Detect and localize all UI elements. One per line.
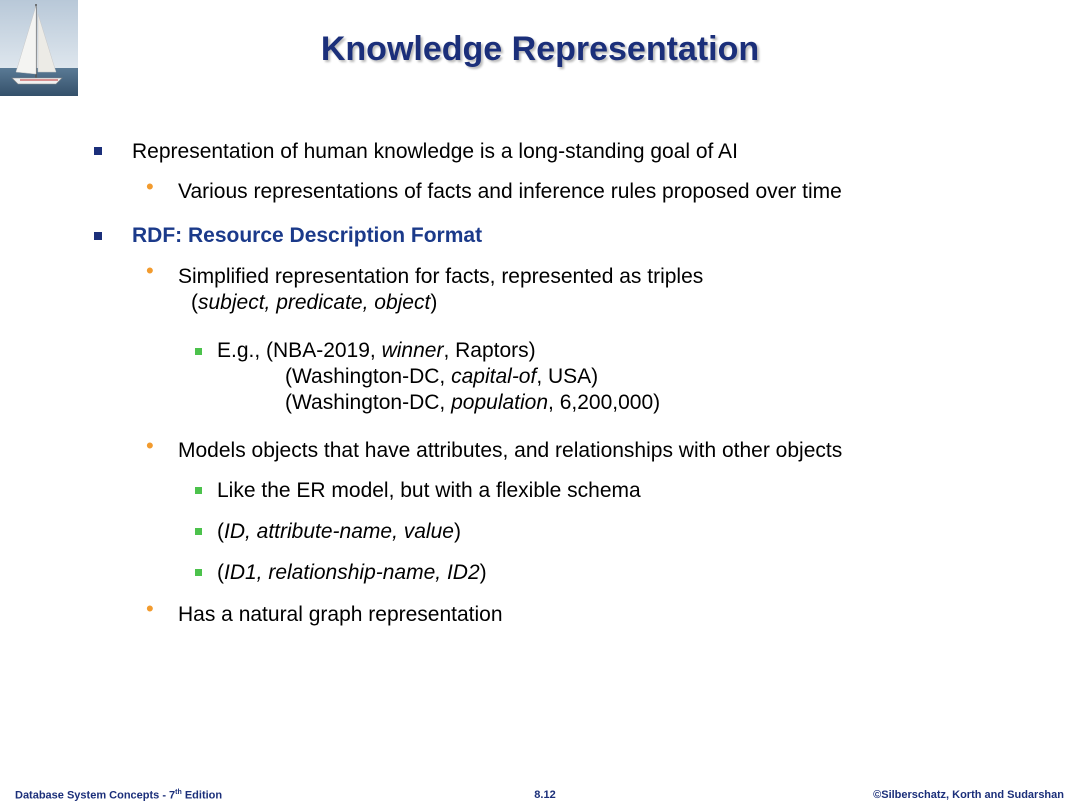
green-square-bullet-icon — [195, 487, 202, 494]
footer-copyright: ©Silberschatz, Korth and Sudarshan — [873, 789, 1064, 801]
bullet-rdf-heading: RDF: Resource Description Format — [132, 224, 483, 247]
green-square-bullet-icon — [195, 528, 202, 535]
example-line-3: (Washington-DC, population, 6,200,000) — [285, 391, 661, 414]
bullet-knowledge-goal: Representation of human knowledge is a long-standing goal of AI — [132, 140, 738, 163]
slide-title: Knowledge Representation — [320, 30, 760, 68]
example-line-1: E.g., (NBA-2019, winner, Raptors) — [217, 339, 536, 362]
square-bullet-icon — [94, 232, 102, 240]
example-line-2: (Washington-DC, capital-of, USA) — [285, 365, 599, 388]
dot-bullet-icon: • — [146, 174, 154, 199]
bullet-id-attribute: (ID, attribute-name, value) — [217, 520, 461, 543]
bullet-models-objects: Models objects that have attributes, and relationships with other objects — [178, 439, 843, 462]
triple-format-line: (subject, predicate, object) — [191, 291, 438, 314]
bullet-id-relationship: (ID1, relationship-name, ID2) — [217, 561, 487, 584]
dot-bullet-icon: • — [146, 258, 154, 283]
green-square-bullet-icon — [195, 569, 202, 576]
dot-bullet-icon: • — [146, 596, 154, 621]
footer-book-title: Database System Concepts - 7th Edition — [15, 789, 223, 802]
square-bullet-icon — [94, 147, 102, 155]
bullet-graph-representation: Has a natural graph representation — [178, 603, 503, 626]
bullet-simplified-representation: Simplified representation for facts, represented as triples — [178, 265, 704, 288]
footer-slide-number: 8.12 — [534, 789, 556, 801]
green-square-bullet-icon — [195, 348, 202, 355]
bullet-er-model: Like the ER model, but with a flexible schema — [217, 479, 641, 502]
bullet-various-representations: Various representations of facts and inference rules proposed over time — [178, 180, 842, 203]
dot-bullet-icon: • — [146, 433, 154, 458]
